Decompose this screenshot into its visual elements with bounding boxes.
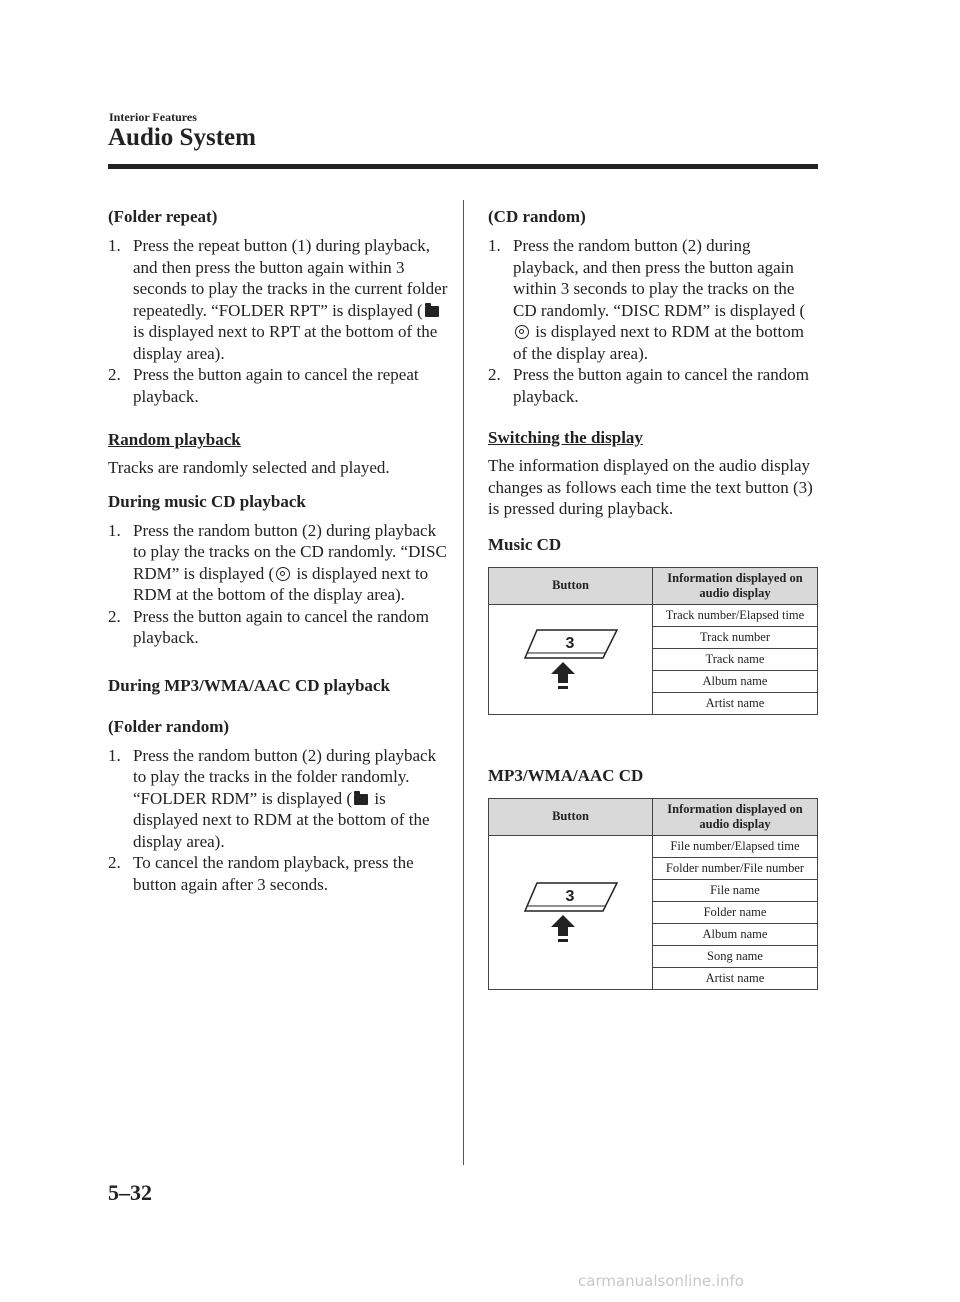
info-cell: Track number [653,626,818,648]
title-rule [108,164,818,169]
step-text: To cancel the random playback, press the button again after 3 seconds. [133,853,414,894]
list-item [108,852,448,895]
folder-random-steps [108,745,448,896]
text-button-illustration [523,879,619,945]
step-text: Press the repeat button (1) during playback, and then press the button again within 3 seconds to play the tracks in the current folder repeatedly. “FOLDER RPT” is displayed ( [133,236,448,320]
folder-repeat-steps [108,235,448,407]
list-item [108,520,448,606]
disc-icon [276,567,290,581]
table-row [489,835,818,857]
info-cell: Folder number/File number [653,857,818,879]
info-cell: Album name [653,923,818,945]
info-cell: File name [653,879,818,901]
info-cell: Folder name [653,901,818,923]
info-cell: Track name [653,648,818,670]
step-text: is displayed next to RDM at the bottom of the display area). [513,322,804,363]
text-button-illustration [523,626,619,692]
info-cell: Artist name [653,967,818,989]
step-text: is displayed next to RDM at the bottom of the display area). [133,788,430,851]
press-arrow-icon [551,915,575,936]
press-arrow-base [558,939,568,942]
press-arrow-base [558,686,568,689]
left-column [108,206,448,895]
cd-random-steps-right [488,235,818,407]
folder-repeat-heading: (Folder repeat) [108,207,218,226]
footer-watermark: carmanualsonline.info [578,1272,744,1290]
page-number: 5–32 [108,1180,152,1205]
step-number: 2. [108,606,121,626]
list-item [108,235,448,364]
column-header-info: Information displayed on audio display [653,798,818,835]
mp3-cd-table [488,798,818,990]
list-item [488,235,818,364]
info-cell: Track number/Elapsed time [653,604,818,626]
table-header-row [489,567,818,604]
list-item [108,364,448,407]
info-cell: Album name [653,670,818,692]
step-number: 2. [488,365,501,384]
folder-random-heading: (Folder random) [108,716,230,736]
section-label: Interior Features [109,110,197,124]
switching-display-heading: Switching the display [488,428,643,447]
page-title: Audio System [108,124,256,151]
step-text: Press the random button (2) during playback to play the tracks in the folder randomly. “FOLDER RDM” is displayed ( [133,745,437,808]
switching-intro: The information displayed on the audio display changes as follows each time the text button (3) is pressed during playback. [488,456,813,518]
mp3-cd-heading: MP3/WMA/AAC CD [488,765,644,785]
column-divider [463,200,464,1165]
music-cd-heading: Music CD [488,534,562,554]
mp3-playback-heading: During MP3/WMA/AAC CD playback [108,675,390,695]
button-number: 3 [565,635,574,652]
button-number: 3 [565,888,574,905]
random-intro: Tracks are randomly selected and played. [108,458,390,477]
step-text: Press the random button (2) during playback to play the tracks on the CD randomly. “DISC RDM” is displayed ( [133,520,447,583]
press-arrow-icon [551,662,575,683]
list-item [488,364,818,407]
list-item [108,606,448,649]
table-row [489,604,818,626]
button-cell [489,835,653,989]
list-item [108,745,448,853]
step-text: is displayed next to RDM at the bottom of the display area). [133,563,429,604]
table-header-row [489,798,818,835]
column-header-button: Button [489,798,653,835]
step-number: 1. [488,236,501,255]
music-cd-table [488,567,818,715]
info-cell: Song name [653,945,818,967]
step-number: 1. [108,236,121,255]
right-column [488,206,818,990]
disc-icon [515,325,529,339]
column-header-button: Button [489,567,653,604]
step-text: is displayed next to RPT at the bottom of the display area). [133,322,438,363]
info-cell: Artist name [653,692,818,714]
step-text: Press the button again to cancel the random playback. [133,606,429,647]
music-cd-playback-heading: During music CD playback [108,491,306,511]
random-playback-heading: Random playback [108,430,241,449]
step-text: Press the button again to cancel the repeat playback. [133,365,419,406]
step-number: 2. [108,365,121,384]
step-text: Press the random button (2) during playback, and then press the button again within 3 seconds to play the tracks on the CD randomly. “DISC RDM” is displayed ( [513,236,806,320]
folder-icon [425,306,439,317]
step-text: Press the button again to cancel the random playback. [513,365,809,406]
info-cell: File number/Elapsed time [653,835,818,857]
cd-random-heading: (CD random) [488,207,586,226]
step-number: 2. [108,853,121,872]
button-cell [489,604,653,714]
cd-random-steps [108,520,448,649]
step-number: 1. [108,520,121,540]
step-number: 1. [108,745,121,765]
folder-icon [354,794,368,805]
column-header-info: Information displayed on audio display [653,567,818,604]
